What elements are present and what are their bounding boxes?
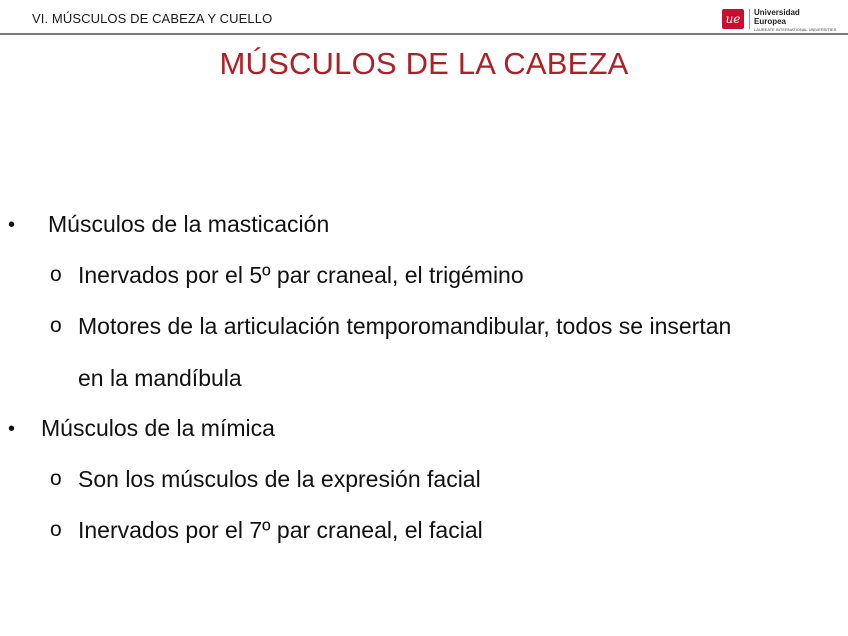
section-header: VI. MÚSCULOS DE CABEZA Y CUELLO (32, 11, 273, 26)
logo-text-line2: Europea (754, 17, 787, 26)
sub-bullet-text: Inervados por el 5º par craneal, el trigémino (78, 262, 524, 288)
university-logo (722, 7, 842, 33)
bullet-marker: • (8, 418, 16, 440)
slide-title: MÚSCULOS DE LA CABEZA (219, 46, 629, 81)
bullet-text-mimica: Músculos de la mímica (41, 415, 275, 441)
sub-bullet-marker: o (50, 314, 62, 337)
bullet-text-masticacion: Músculos de la masticación (48, 211, 330, 237)
sub-bullet-text-continuation: en la mandíbula (78, 365, 242, 391)
sub-bullet-marker: o (50, 263, 62, 286)
logo-mark: ue (722, 9, 744, 29)
logo-text-line3: LAUREATE INTERNATIONAL UNIVERSITIES (754, 27, 837, 32)
logo-divider (749, 9, 750, 29)
logo-text-line1: Universidad (754, 8, 800, 17)
header-divider (0, 33, 848, 35)
sub-bullet-marker: o (50, 518, 62, 541)
bullet-marker: • (8, 214, 16, 236)
sub-bullet-text: Inervados por el 7º par craneal, el facial (78, 517, 483, 543)
sub-bullet-text: Son los músculos de la expresión facial (78, 466, 481, 492)
sub-bullet-marker: o (50, 467, 62, 490)
sub-bullet-text: Motores de la articulación temporomandibular, todos se insertan (78, 313, 732, 339)
